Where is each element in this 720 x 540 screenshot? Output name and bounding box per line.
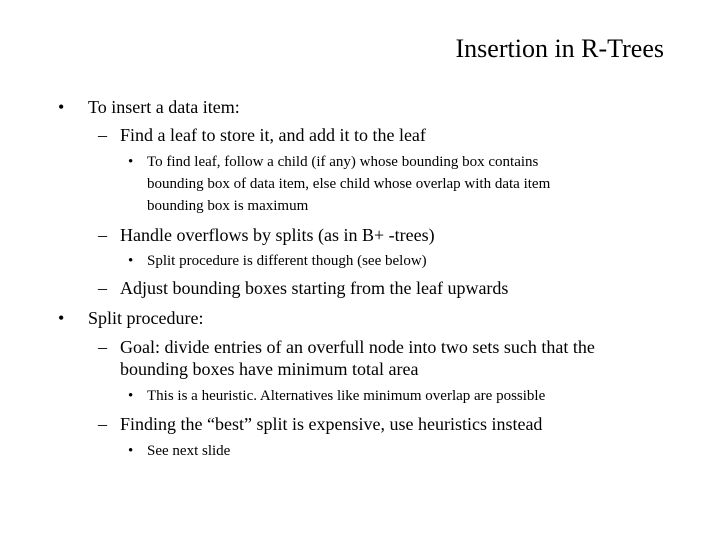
bullet-marker: –: [98, 337, 107, 357]
bullet-text: See next slide: [147, 443, 231, 459]
sub-bullet-item: [98, 224, 698, 246]
sub-sub-bullet-item: [128, 385, 688, 407]
sub-bullet-item: [98, 277, 698, 299]
bullet-marker: –: [98, 414, 107, 434]
bullet-marker: •: [128, 443, 134, 459]
sub-bullet-item: [98, 124, 698, 146]
sub-bullet-item: [98, 413, 698, 435]
bullet-text: This is a heuristic. Alternatives like minimum overlap are possible: [147, 388, 546, 404]
bullet-marker: •: [58, 97, 65, 117]
bullet-text: Finding the “best” split is expensive, use heuristics instead: [120, 414, 543, 434]
bullet-marker: •: [128, 154, 134, 170]
bullet-text: Adjust bounding boxes starting from the leaf upwards: [120, 278, 509, 298]
bullet-text: Handle overflows by splits (as in B+ -trees): [120, 225, 435, 245]
sub-bullet-item: [98, 336, 698, 380]
bullet-text-line: bounding box of data item, else child whose overlap with data item: [147, 176, 551, 192]
bullet-item: [58, 307, 658, 329]
bullet-text-line: Goal: divide entries of an overfull node into two sets such that the: [120, 337, 595, 357]
bullet-text: Find a leaf to store it, and add it to the leaf: [120, 125, 426, 145]
bullet-marker: •: [58, 308, 65, 328]
sub-sub-bullet-item: [128, 440, 688, 462]
bullet-text: Split procedure:: [88, 308, 204, 328]
bullet-text: Split procedure is different though (see below): [147, 253, 427, 269]
bullet-text-line: bounding boxes have minimum total area: [120, 359, 419, 379]
bullet-marker: –: [98, 225, 107, 245]
bullet-marker: –: [98, 278, 107, 298]
bullet-marker: •: [128, 388, 134, 404]
sub-sub-bullet-item: [128, 250, 688, 272]
bullet-marker: •: [128, 253, 134, 269]
sub-sub-bullet-item: [128, 151, 688, 217]
bullet-text-line: To find leaf, follow a child (if any) whose bounding box contains: [147, 154, 539, 170]
bullet-marker: –: [98, 125, 107, 145]
slide-title: Insertion in R-Trees: [455, 34, 664, 63]
bullet-item: [58, 96, 658, 118]
bullet-text: To insert a data item:: [88, 97, 240, 117]
bullet-text-line: bounding box is maximum: [147, 198, 309, 214]
